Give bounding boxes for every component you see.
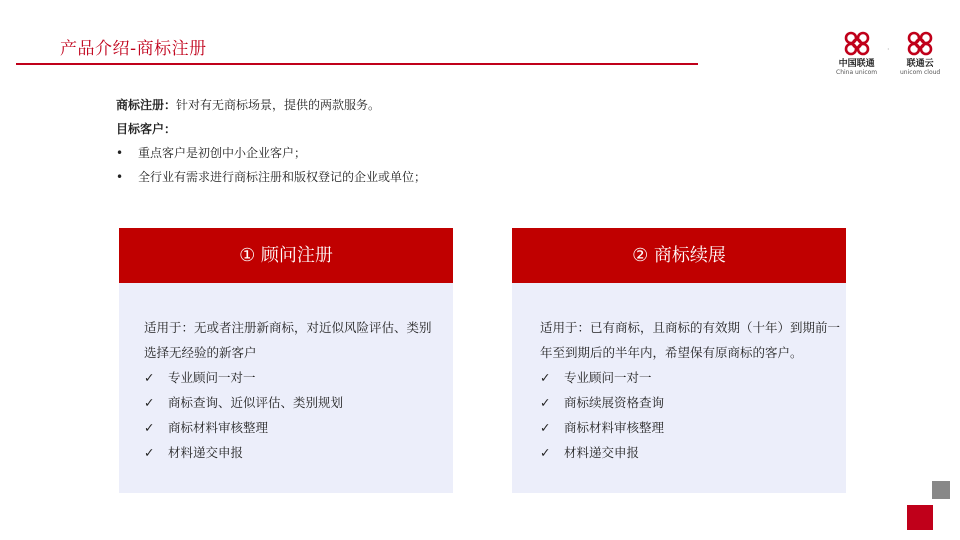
list-item — [144, 390, 453, 415]
intro-section — [116, 93, 426, 189]
decorative-square — [932, 481, 950, 499]
logo-name: 中国联通 — [838, 59, 875, 69]
intro-line — [116, 117, 426, 141]
list-item — [540, 365, 846, 390]
feature-text: 专业顾问一对一 — [168, 370, 256, 385]
card-description: 适用于：已有商标，且商标的有效期（十年）到期前一年至到期后的半年内，希望保有原商标的客户。 — [540, 320, 841, 360]
list-item — [540, 440, 846, 465]
feature-text: 材料递交申报 — [564, 445, 640, 460]
service-card-consulting — [119, 228, 453, 493]
logo-name: 联通云 — [906, 59, 934, 69]
logo-en: China unicom — [836, 69, 878, 76]
intro-label: 商标注册： — [116, 98, 177, 112]
list-item — [116, 165, 426, 189]
feature-text: 商标查询、近似评估、类别规划 — [168, 395, 344, 410]
logo-separator: · — [887, 45, 890, 54]
feature-text: 商标续展资格查询 — [564, 395, 665, 410]
decorative-square — [907, 505, 933, 530]
china-unicom-logo — [836, 30, 877, 76]
list-item — [144, 440, 453, 465]
logo-en: unicom cloud — [900, 69, 941, 76]
bullet-text: 重点客户是初创中小企业客户； — [138, 146, 307, 160]
intro-text: 针对有无商标场景，提供的两款服务。 — [176, 98, 381, 112]
unicom-knot-icon — [902, 30, 938, 58]
intro-line — [116, 93, 426, 117]
feature-text: 材料递交申报 — [168, 445, 244, 460]
feature-text: 商标材料审核整理 — [564, 420, 665, 435]
bullet-icon: • — [116, 146, 124, 160]
card-description: 适用于：无或者注册新商标，对近似风险评估、类别选择无经验的新客户 — [144, 320, 432, 360]
target-customer-label: 目标客户： — [116, 122, 177, 136]
check-icon: ✓ — [144, 445, 155, 460]
list-item — [144, 365, 453, 390]
feature-text: 商标材料审核整理 — [168, 420, 269, 435]
check-icon: ✓ — [144, 370, 155, 385]
service-card-renewal — [512, 228, 846, 493]
title-divider — [16, 63, 698, 65]
unicom-knot-icon — [839, 30, 875, 58]
list-item — [540, 390, 846, 415]
check-icon: ✓ — [540, 445, 551, 460]
check-icon: ✓ — [540, 395, 551, 410]
list-item — [116, 141, 426, 165]
page-title: 产品介绍-商标注册 — [60, 39, 207, 59]
check-icon: ✓ — [540, 420, 551, 435]
check-icon: ✓ — [144, 395, 155, 410]
list-item — [540, 415, 846, 440]
check-icon: ✓ — [540, 370, 551, 385]
card-title: ② 商标续展 — [512, 228, 846, 283]
check-icon: ✓ — [144, 420, 155, 435]
card-title: ① 顾问注册 — [119, 228, 453, 283]
list-item — [144, 415, 453, 440]
feature-text: 专业顾问一对一 — [564, 370, 652, 385]
bullet-icon: • — [116, 170, 124, 184]
bullet-text: 全行业有需求进行商标注册和版权登记的企业或单位； — [138, 170, 427, 184]
unicom-cloud-logo — [900, 30, 940, 76]
